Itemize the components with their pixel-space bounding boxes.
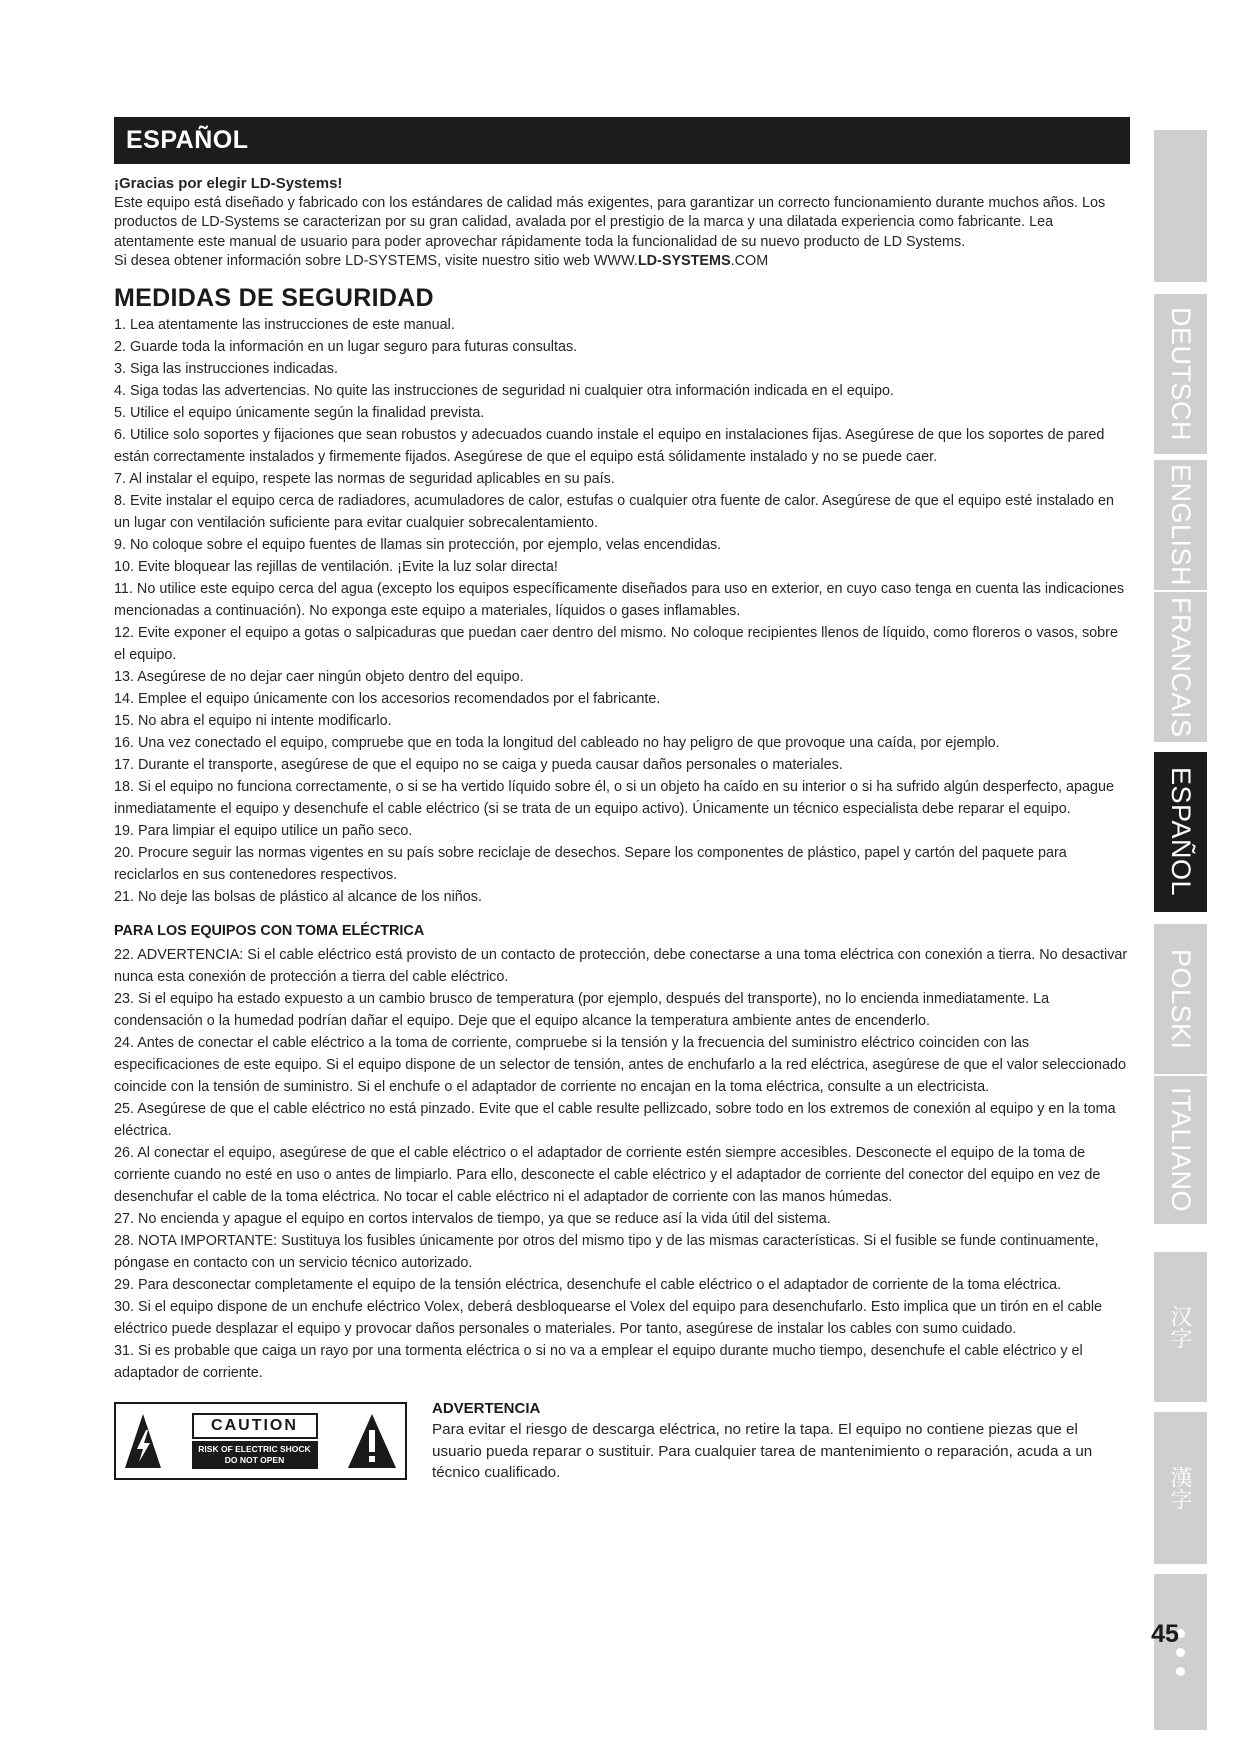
tab-italiano-label: ITALIANO xyxy=(1166,1087,1196,1213)
warning-body: Para evitar el riesgo de descarga eléctrica, no retire la tapa. El equipo no contiene piezas que el usuario pueda reparar o sustituir. Para cualquier tarea de mantenimiento o reparación, acuda a un técnico cualificado. xyxy=(432,1421,1093,1482)
list-item: 26. Al conectar el equipo, asegúrese de que el cable eléctrico o el adaptador de corriente estén siempre accesibles. Desconecte el equipo de la toma de corriente cuando no esté en uso o antes de limpiarlo. Para ello, desconecte el cable eléctrico y el adaptador de corriente del conector del equipo en vez de desenchufar el cable de la toma eléctrica. No tocar el cable eléctrico ni el adaptador de corriente con las manos húmedas. xyxy=(114,1144,1101,1205)
caution-line-2: DO NOT OPEN xyxy=(224,1454,285,1465)
list-item: 4. Siga todas las advertencias. No quite las instrucciones de seguridad ni cualquier otra información indicada en el equipo. xyxy=(114,382,894,399)
list-item: 18. Si el equipo no funciona correctamente, o si se ha vertido líquido sobre él, o si un objeto ha caído en su interior o si ha sufrido algún desperfecto, apague inmediatamente el equipo y desenchufe el cable eléctrico (si se trata de un equipo activo). Únicamente un técnico especialista debe reparar el equipo. xyxy=(114,778,1114,817)
tab-english[interactable] xyxy=(1154,460,1207,590)
list-item: 16. Una vez conectado el equipo, compruebe que en toda la longitud del cableado no hay peligro de que provoque una caída, por ejemplo. xyxy=(114,734,1000,751)
lightning-warning-icon xyxy=(124,1412,162,1470)
tab-english-label: ENGLISH xyxy=(1166,463,1196,587)
list-item: 5. Utilice el equipo únicamente según la finalidad prevista. xyxy=(114,404,485,421)
page-number: 45 xyxy=(1151,1620,1179,1648)
caution-text-block xyxy=(190,1413,320,1469)
website-brand: LD-SYSTEMS xyxy=(637,253,731,270)
caution-word: CAUTION xyxy=(192,1413,318,1439)
tab-francais[interactable] xyxy=(1154,592,1207,742)
website-suffix: .COM xyxy=(730,253,769,270)
tab-deutsch-label: DEUTSCH xyxy=(1166,306,1196,441)
exclamation-warning-icon xyxy=(347,1412,397,1470)
list-item: 2. Guarde toda la información en un lugar seguro para futuras consultas. xyxy=(114,338,578,355)
electrical-title: PARA LOS EQUIPOS CON TOMA ELÉCTRICA xyxy=(114,922,425,939)
list-item: 19. Para limpiar el equipo utilice un paño seco. xyxy=(114,822,413,839)
tab-francais-label: FRANCAIS xyxy=(1166,596,1196,738)
list-item: 30. Si el equipo dispone de un enchufe eléctrico Volex, deberá desbloquearse el Volex del equipo para desenchufarlo. Esto implica que un tirón en el cable eléctrico puede desplazar el equipo y provocar daños personales o materiales. Por tanto, asegúrese de instalar los cables con sumo cuidado. xyxy=(114,1298,1103,1337)
safety-title: MEDIDAS DE SEGURIDAD xyxy=(114,283,434,312)
list-item: 9. No coloque sobre el equipo fuentes de llamas sin protección, por ejemplo, velas encendidas. xyxy=(114,536,722,553)
list-item: 24. Antes de conectar el cable eléctrico a la toma de corriente, compruebe si la tensión y la frecuencia del suministro eléctrico coinciden con las especificaciones de este equipo. Si el equipo dispone de un selector de tensión, antes de enchufarlo a la red eléctrica, asegúrese de que el valor seleccionado coincide con la tensión de suministro. Si el enchufe o el adaptador de corriente no encajan en la toma eléctrica, consulte a un electricista. xyxy=(114,1034,1127,1095)
list-item: 14. Emplee el equipo únicamente con los accesorios recomendados por el fabricante. xyxy=(114,690,661,707)
tab-italiano[interactable] xyxy=(1154,1076,1207,1224)
list-item: 7. Al instalar el equipo, respete las normas de seguridad aplicables en su país. xyxy=(114,470,615,487)
caution-label xyxy=(114,1402,407,1480)
list-item: 21. No deje las bolsas de plástico al alcance de los niños. xyxy=(114,888,482,905)
tab-more[interactable] xyxy=(1154,1574,1207,1730)
list-item: 10. Evite bloquear las rejillas de ventilación. ¡Evite la luz solar directa! xyxy=(114,558,558,575)
tab-espanol-label: ESPAÑOL xyxy=(1166,767,1196,897)
list-item: 11. No utilice este equipo cerca del agua (excepto los equipos específicamente diseñados para uso en exterior, en cuyo caso tenga en cuenta las indicaciones mencionadas a continuación). No exponga este equipo a materiales, líquidos o gases inflamables. xyxy=(114,580,1125,619)
caution-line-1: RISK OF ELECTRIC SHOCK xyxy=(198,1443,311,1454)
safety-list xyxy=(114,314,1130,908)
website-prefix: Si desea obtener información sobre LD-SYSTEMS, visite nuestro sitio web WWW. xyxy=(114,253,638,270)
warning-row xyxy=(114,1398,1130,1484)
tab-polski-label: POLSKI xyxy=(1166,948,1196,1050)
list-item: 23. Si el equipo ha estado expuesto a un cambio brusco de temperatura (por ejemplo, después del transporte), no lo encienda inmediatamente. La condensación o la humedad podrían dañar el equipo. Deje que el equipo alcance la temperatura ambiente antes de encenderlo. xyxy=(114,990,1050,1029)
website-line xyxy=(114,252,1130,272)
caution-subtext xyxy=(192,1441,318,1469)
page-title: ESPAÑOL xyxy=(126,126,249,154)
list-item: 13. Asegúrese de no dejar caer ningún objeto dentro del equipo. xyxy=(114,668,524,685)
tab-espanol[interactable] xyxy=(1154,752,1207,912)
intro-block xyxy=(114,174,1130,272)
list-item: 6. Utilice solo soportes y fijaciones que sean robustos y adecuados cuando instale el equipo en instalaciones fijas. Asegúrese de que los soportes de pared están correctamente instalados y firmemente fijados. Asegúrese de que el equipo está sólidamente instalado y no se puede caer. xyxy=(114,426,1105,465)
tab-chinese-simplified[interactable] xyxy=(1154,1252,1207,1402)
list-item: 25. Asegúrese de que el cable eléctrico no está pinzado. Evite que el cable resulte pellizcado, sobre todo en los extremos de conexión al equipo y en la toma eléctrica. xyxy=(114,1100,1116,1139)
tab-polski[interactable] xyxy=(1154,924,1207,1074)
electrical-list xyxy=(114,944,1130,1384)
thanks-heading: ¡Gracias por elegir LD-Systems! xyxy=(114,175,343,192)
list-item: 8. Evite instalar el equipo cerca de radiadores, acumuladores de calor, estufas o cualquier otra fuente de calor. Asegúrese de que el equipo esté instalado en un lugar con ventilación suficiente para evitar cualquier sobrecalentamiento. xyxy=(114,492,1114,531)
list-item: 27. No encienda y apague el equipo en cortos intervalos de tiempo, ya que se reduce así la vida útil del sistema. xyxy=(114,1210,831,1227)
page-content xyxy=(114,117,1130,1484)
list-item: 31. Si es probable que caiga un rayo por una tormenta eléctrica o si no va a emplear el equipo durante mucho tiempo, desenchufe el cable eléctrico y el adaptador de corriente. xyxy=(114,1342,1083,1381)
tab-blank-top xyxy=(1154,130,1207,282)
tab-chinese-traditional-label: 漢字 xyxy=(1168,1466,1193,1510)
list-item: 28. NOTA IMPORTANTE: Sustituya los fusibles únicamente por otros del mismo tipo y de las mismas características. Si el fusible se funde continuamente, póngase en contacto con un servicio técnico autorizado. xyxy=(114,1232,1099,1271)
list-item: 17. Durante el transporte, asegúrese de que el equipo no se caiga y pueda causar daños personales o materiales. xyxy=(114,756,843,773)
warning-title: ADVERTENCIA xyxy=(432,1399,541,1417)
list-item: 22. ADVERTENCIA: Si el cable eléctrico está provisto de un contacto de protección, debe conectarse a una toma eléctrica con conexión a tierra. No desactivar nunca esta conexión de protección a tierra del cable eléctrico. xyxy=(114,946,1128,985)
list-item: 29. Para desconectar completamente el equipo de la tensión eléctrica, desenchufe el cable eléctrico o el adaptador de corriente de la toma eléctrica. xyxy=(114,1276,1062,1293)
warning-text-block xyxy=(432,1398,1130,1484)
intro-paragraph: Este equipo está diseñado y fabricado con los estándares de calidad más exigentes, para garantizar un correcto funcionamiento durante muchos años. Los productos de LD-Systems se caracterizan por su gran calidad, avalada por el prestigio de la marca y una dilatada experiencia como fabricante. Lea atentamente este manual de usuario para poder aprovechar rápidamente toda la funcionalidad de su nuevo producto de LD Systems. xyxy=(114,194,1106,250)
tab-chinese-traditional[interactable] xyxy=(1154,1412,1207,1564)
list-item: 3. Siga las instrucciones indicadas. xyxy=(114,360,338,377)
list-item: 12. Evite exponer el equipo a gotas o salpicaduras que puedan caer dentro del mismo. No coloque recipientes llenos de líquido, como floreros o vasos, sobre el equipo. xyxy=(114,624,1118,663)
tab-deutsch[interactable] xyxy=(1154,294,1207,454)
list-item: 15. No abra el equipo ni intente modificarlo. xyxy=(114,712,392,729)
list-item: 20. Procure seguir las normas vigentes en su país sobre reciclaje de desechos. Separe los componentes de plástico, papel y cartón del paquete para reciclarlos en sus contenedores respectivos. xyxy=(114,844,1067,883)
section-header-bar xyxy=(114,117,1130,164)
tab-chinese-simplified-label: 汉字 xyxy=(1168,1305,1193,1349)
list-item: 1. Lea atentamente las instrucciones de este manual. xyxy=(114,316,455,333)
